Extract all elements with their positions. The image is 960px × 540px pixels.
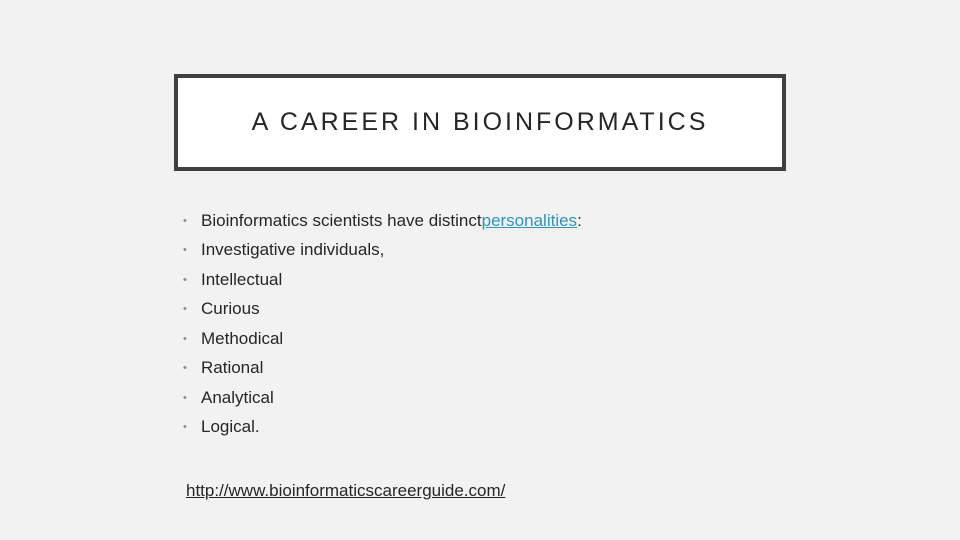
source-url-link[interactable]: http://www.bioinformaticscareerguide.com/	[186, 481, 506, 500]
bullet-icon: •	[183, 421, 187, 434]
bullet-text: Curious	[201, 299, 260, 319]
title-box	[174, 74, 786, 171]
bullet-text: Investigative individuals,	[201, 240, 385, 260]
bullet-text: Rational	[201, 358, 264, 378]
bullet-text: Bioinformatics scientists have distinct	[201, 210, 482, 230]
slide-title: A CAREER IN BIOINFORMATICS	[251, 108, 709, 136]
bullet-item	[183, 383, 582, 413]
bullet-text: Logical.	[201, 417, 260, 437]
bullet-text-suffix: :	[577, 210, 582, 230]
bullet-item	[183, 324, 582, 354]
bullet-item	[183, 295, 582, 325]
bullet-icon: •	[183, 391, 187, 404]
bullet-text: Methodical	[201, 328, 284, 348]
bullet-icon: •	[183, 214, 187, 227]
bullet-text: Analytical	[201, 387, 274, 407]
bullet-item	[183, 413, 582, 443]
personalities-link[interactable]: personalities	[481, 210, 578, 230]
bullet-text: Intellectual	[201, 269, 283, 289]
bullet-item	[183, 236, 582, 266]
bullet-list	[183, 206, 582, 442]
bullet-icon: •	[183, 332, 187, 345]
bullet-icon: •	[183, 303, 187, 316]
bullet-item	[183, 265, 582, 295]
bullet-item	[183, 354, 582, 384]
bullet-icon: •	[183, 273, 187, 286]
bullet-icon: •	[183, 244, 187, 257]
bullet-item	[183, 206, 582, 236]
bullet-icon: •	[183, 362, 187, 375]
